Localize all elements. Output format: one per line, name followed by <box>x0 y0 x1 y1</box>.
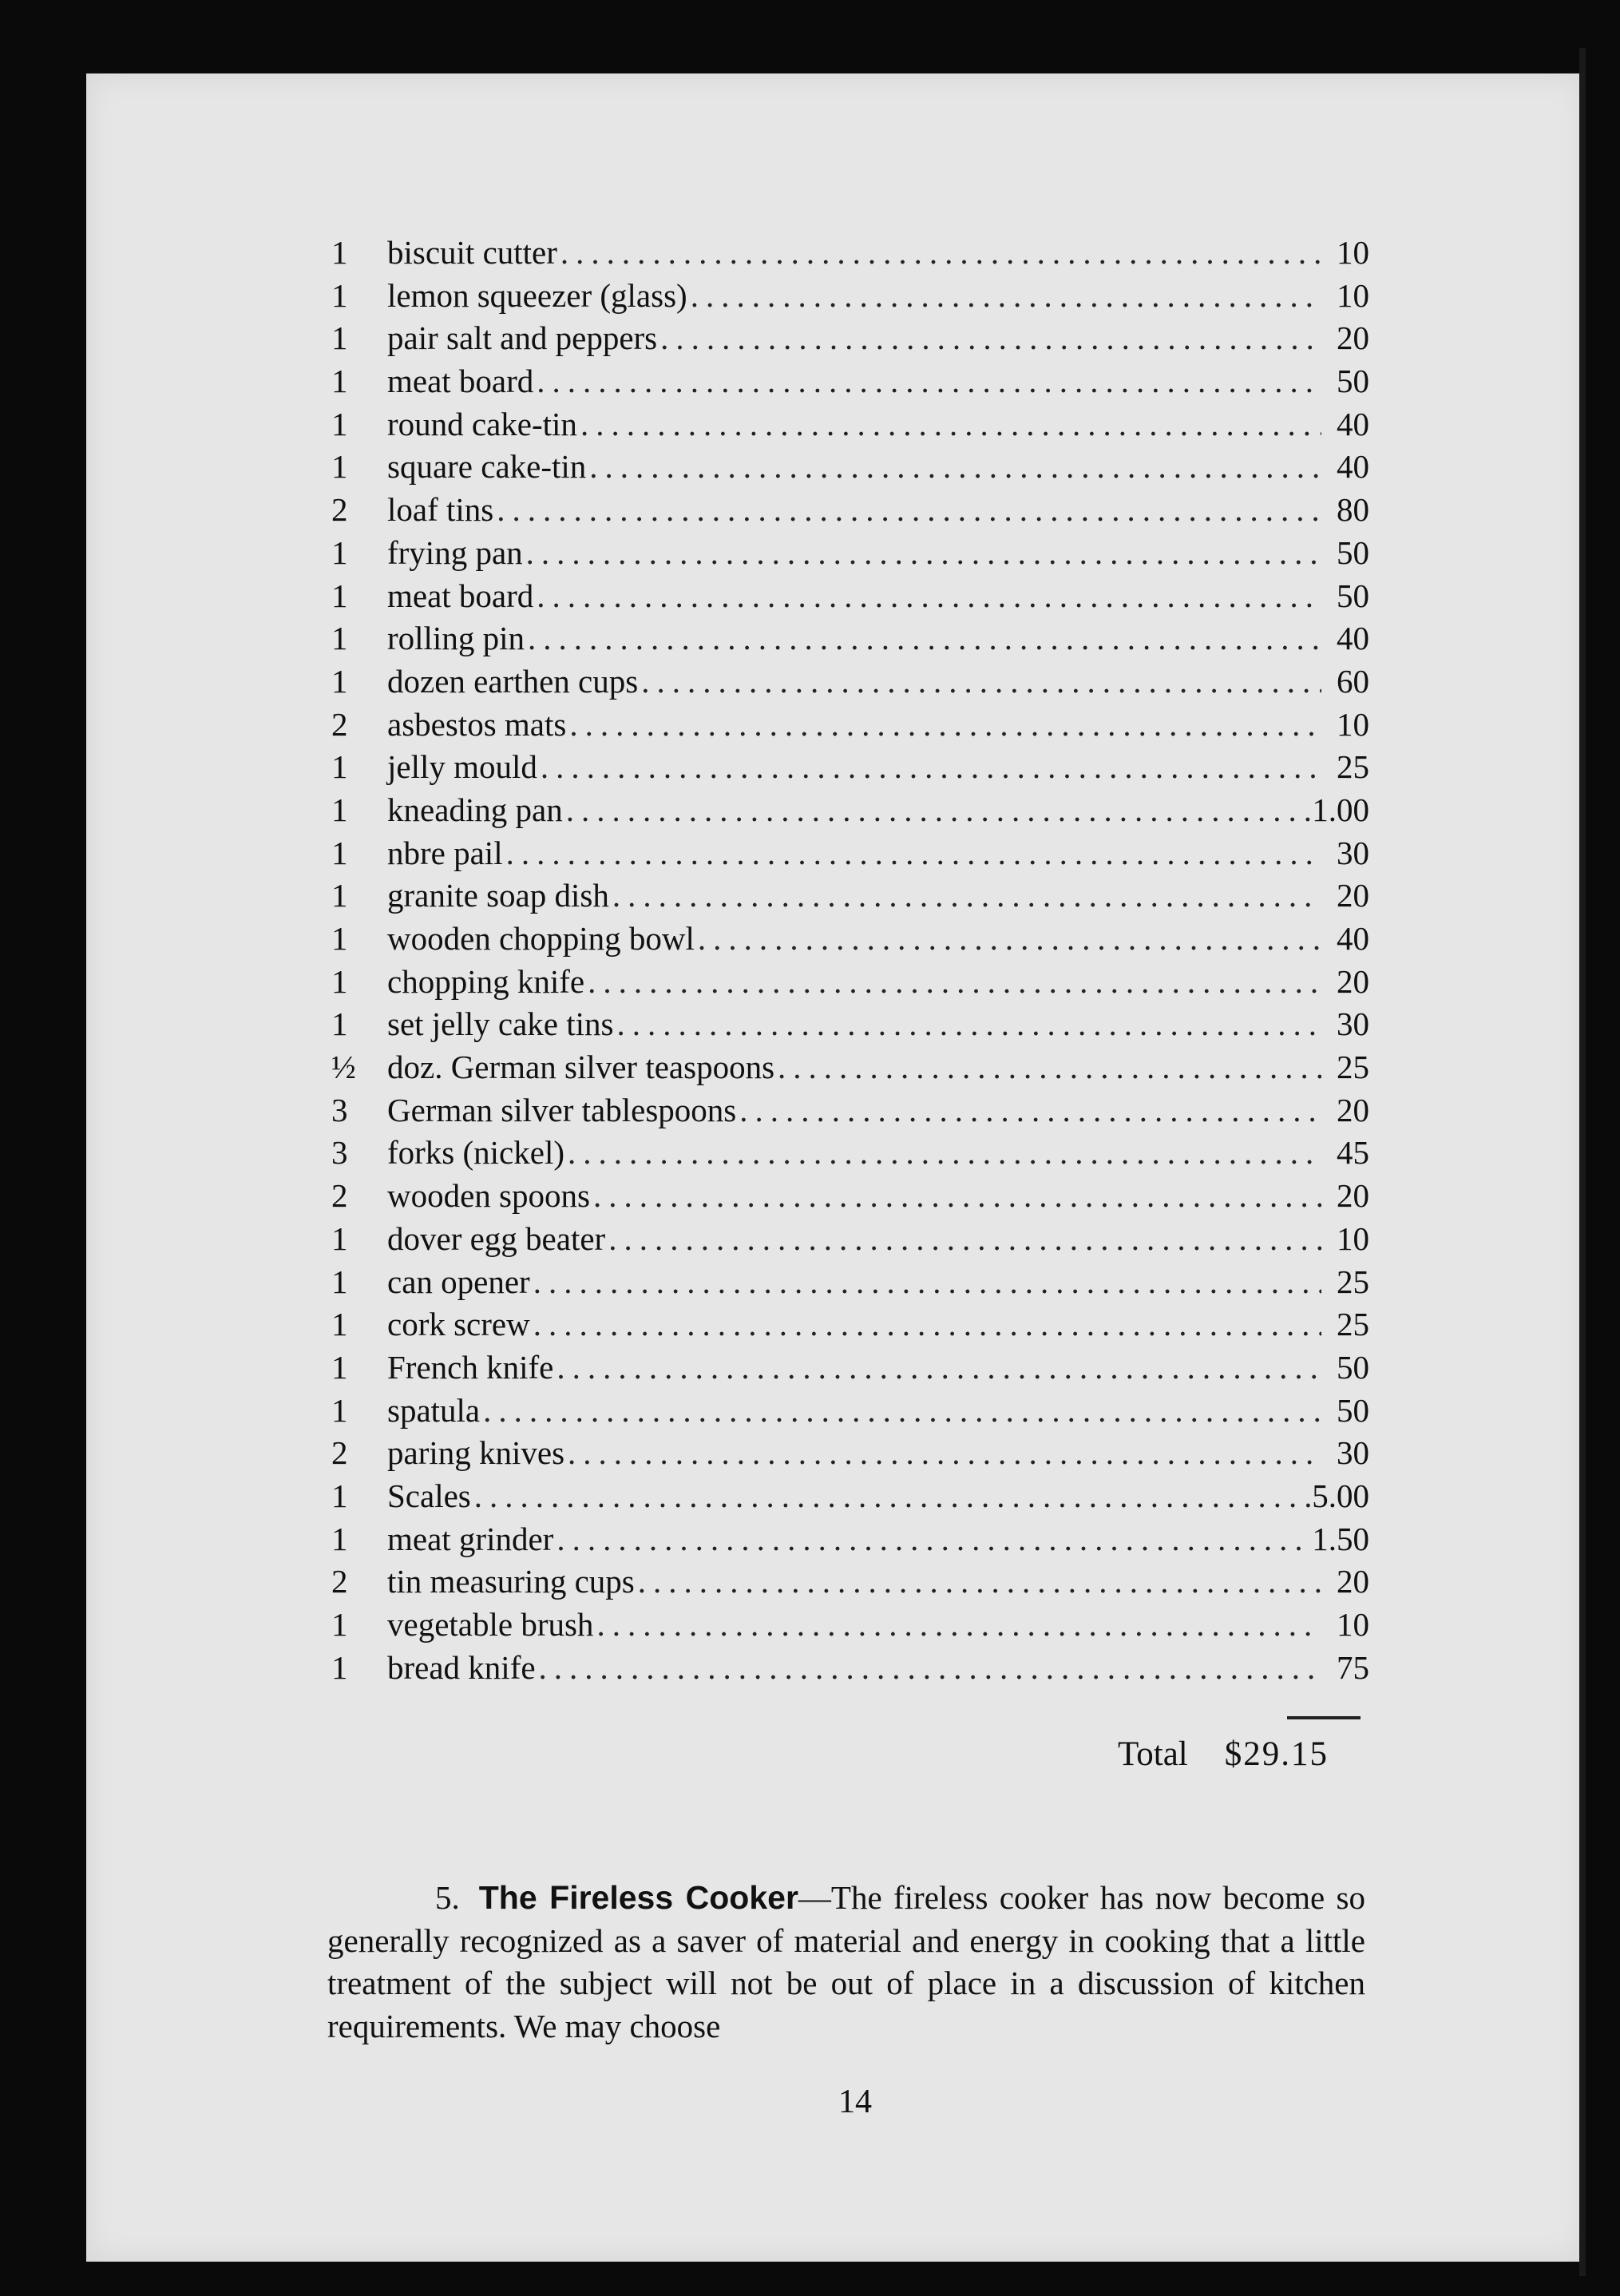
item-description: dover egg beater <box>387 1219 606 1257</box>
item-quantity: 1 <box>331 319 348 357</box>
list-item <box>331 1391 1369 1434</box>
leader-dots <box>596 1605 1321 1644</box>
item-quantity: 3 <box>331 1134 348 1172</box>
item-price: 45 <box>1337 1134 1369 1172</box>
list-item <box>331 662 1369 705</box>
leader-dots <box>569 705 1321 744</box>
item-price: 40 <box>1337 405 1369 442</box>
leader-dots <box>537 362 1321 400</box>
item-quantity: 1 <box>331 405 348 442</box>
leader-dots <box>506 834 1321 872</box>
item-quantity: 1 <box>331 1606 348 1643</box>
item-price: 10 <box>1337 1606 1369 1643</box>
section-heading: The Fireless Cooker <box>478 1879 798 1916</box>
list-item <box>331 747 1369 791</box>
item-price: 20 <box>1337 319 1369 357</box>
item-description: meat grinder <box>387 1520 554 1557</box>
item-quantity: 1 <box>331 662 348 700</box>
item-price: 50 <box>1337 363 1369 400</box>
item-price: 50 <box>1337 577 1369 614</box>
section-text: —The fireless cooker has now become so generally recognized as a saver of material and energy in cooking that a little treatment of the subject will not be out of place in a discussion of kitchen requirements. We may choose <box>327 1879 1365 2044</box>
item-description: set jelly cake tins <box>387 1005 614 1043</box>
leader-dots <box>778 1048 1321 1086</box>
item-description: dozen earthen cups <box>387 662 639 700</box>
item-description: doz. German silver teaspoons <box>387 1049 775 1086</box>
item-description: paring knives <box>387 1434 565 1472</box>
item-quantity: 1 <box>331 1520 348 1557</box>
total-label: Total <box>1118 1735 1188 1773</box>
item-quantity: 1 <box>331 1648 348 1686</box>
leader-dots <box>641 662 1321 700</box>
section-paragraph <box>327 1877 1365 2048</box>
item-description: cork screw <box>387 1306 530 1343</box>
item-price: 20 <box>1337 1091 1369 1128</box>
item-description: asbestos mats <box>387 705 567 743</box>
item-price: 50 <box>1337 1391 1369 1429</box>
leader-dots <box>533 1305 1321 1343</box>
item-quantity: 1 <box>331 748 348 786</box>
item-price: 25 <box>1337 1306 1369 1343</box>
item-description: Scales <box>387 1477 471 1514</box>
item-description: spatula <box>387 1391 481 1429</box>
item-price: 25 <box>1337 1049 1369 1086</box>
list-item <box>331 1005 1369 1048</box>
list-item <box>331 1605 1369 1648</box>
leader-dots <box>528 619 1321 657</box>
leader-dots <box>526 533 1321 572</box>
item-quantity: 1 <box>331 533 348 571</box>
leader-dots <box>557 1348 1321 1386</box>
leader-dots <box>589 447 1321 486</box>
leader-dots <box>739 1091 1321 1129</box>
item-description: granite soap dish <box>387 877 609 914</box>
list-item <box>331 490 1369 533</box>
item-description: forks (nickel) <box>387 1134 564 1172</box>
item-quantity: 1 <box>331 791 348 828</box>
item-description: rolling pin <box>387 620 525 657</box>
item-price: 30 <box>1337 834 1369 871</box>
item-description: tin measuring cups <box>387 1563 635 1600</box>
item-price: 80 <box>1337 491 1369 529</box>
item-quantity: 1 <box>331 234 348 271</box>
item-quantity: 1 <box>331 1263 348 1300</box>
item-price: 25 <box>1337 748 1369 786</box>
leader-dots <box>568 1434 1321 1472</box>
item-price: 60 <box>1337 662 1369 700</box>
item-price: 10 <box>1337 276 1369 314</box>
item-quantity: 2 <box>331 1434 348 1472</box>
leader-dots <box>593 1176 1321 1215</box>
item-description: round cake-tin <box>387 405 577 442</box>
item-price: 50 <box>1337 533 1369 571</box>
item-price: 20 <box>1337 877 1369 914</box>
list-item <box>331 876 1369 919</box>
leader-dots <box>612 876 1321 914</box>
item-quantity: 1 <box>331 276 348 314</box>
item-description: jelly mould <box>387 748 537 786</box>
item-description: kneading pan <box>387 791 563 828</box>
section-number: 5. <box>435 1879 460 1916</box>
leader-dots <box>474 1477 1313 1515</box>
list-item <box>331 1434 1369 1477</box>
list-item <box>331 1219 1369 1263</box>
list-item <box>331 276 1369 319</box>
item-description: chopping knife <box>387 962 585 1000</box>
page-binding-edge <box>1579 48 1586 2276</box>
item-description: vegetable brush <box>387 1606 594 1643</box>
item-description: wooden chopping bowl <box>387 920 695 957</box>
equipment-price-list <box>331 233 1369 1691</box>
item-description: nbre pail <box>387 834 503 871</box>
item-price: 10 <box>1337 705 1369 743</box>
item-price: 50 <box>1337 1348 1369 1386</box>
item-price: 30 <box>1337 1434 1369 1472</box>
item-description: bread knife <box>387 1648 536 1686</box>
item-quantity: 1 <box>331 920 348 957</box>
item-price: 75 <box>1337 1648 1369 1686</box>
leader-dots <box>588 962 1321 1001</box>
item-description: pair salt and peppers <box>387 319 658 357</box>
item-price: 20 <box>1337 1177 1369 1215</box>
item-price: 1.50 <box>1312 1520 1369 1557</box>
item-price: 20 <box>1337 1563 1369 1600</box>
leader-dots <box>691 276 1321 315</box>
total-line <box>1118 1735 1329 1774</box>
list-item <box>331 1348 1369 1391</box>
item-quantity: 2 <box>331 705 348 743</box>
item-description: French knife <box>387 1348 554 1386</box>
list-item <box>331 1263 1369 1306</box>
list-item <box>331 1520 1369 1563</box>
item-description: square cake-tin <box>387 448 587 486</box>
item-price: 40 <box>1337 920 1369 957</box>
list-item <box>331 834 1369 877</box>
list-item <box>331 1477 1369 1520</box>
item-quantity: 1 <box>331 1477 348 1514</box>
item-quantity: 1 <box>331 962 348 1000</box>
item-description: can opener <box>387 1263 530 1300</box>
list-item <box>331 1176 1369 1219</box>
leader-dots <box>497 490 1321 529</box>
list-item <box>331 1048 1369 1091</box>
item-quantity: 1 <box>331 834 348 871</box>
list-item <box>331 1562 1369 1605</box>
leader-dots <box>608 1219 1321 1258</box>
leader-dots <box>533 1263 1321 1301</box>
list-item <box>331 533 1369 577</box>
list-item <box>331 1091 1369 1134</box>
item-price: 5.00 <box>1312 1477 1369 1514</box>
leader-dots <box>566 791 1313 829</box>
leader-dots <box>541 747 1321 786</box>
leader-dots <box>660 319 1321 357</box>
item-price: 40 <box>1337 448 1369 486</box>
leader-dots <box>698 919 1321 958</box>
list-item <box>331 791 1369 834</box>
list-item <box>331 233 1369 276</box>
item-quantity: 1 <box>331 363 348 400</box>
item-quantity: 1 <box>331 1306 348 1343</box>
item-quantity: 1 <box>331 1348 348 1386</box>
item-quantity: 2 <box>331 1177 348 1215</box>
item-quantity: 2 <box>331 491 348 529</box>
item-price: 30 <box>1337 1005 1369 1043</box>
leader-dots <box>638 1562 1321 1600</box>
list-item <box>331 919 1369 962</box>
list-item <box>331 1648 1369 1691</box>
list-item <box>331 962 1369 1005</box>
list-item <box>331 577 1369 620</box>
leader-dots <box>557 1520 1312 1558</box>
item-quantity: 1 <box>331 1005 348 1043</box>
list-item <box>331 447 1369 490</box>
item-description: biscuit cutter <box>387 234 557 271</box>
list-item <box>331 319 1369 362</box>
item-description: frying pan <box>387 533 523 571</box>
item-quantity: 1 <box>331 877 348 914</box>
item-price: 10 <box>1337 1219 1369 1257</box>
leader-dots <box>617 1005 1322 1043</box>
list-item <box>331 405 1369 448</box>
leader-dots <box>580 405 1321 443</box>
item-description: German silver tablespoons <box>387 1091 737 1128</box>
item-quantity: ½ <box>331 1049 356 1086</box>
leader-dots <box>568 1133 1321 1172</box>
leader-dots <box>483 1391 1321 1430</box>
total-amount: $29.15 <box>1224 1735 1329 1773</box>
total-rule <box>1287 1716 1361 1719</box>
list-item <box>331 1305 1369 1348</box>
list-item <box>331 362 1369 405</box>
item-description: loaf tins <box>387 491 494 529</box>
leader-dots <box>537 577 1321 615</box>
item-price: 10 <box>1337 234 1369 271</box>
item-quantity: 1 <box>331 577 348 614</box>
leader-dots <box>560 233 1321 272</box>
item-quantity: 1 <box>331 1219 348 1257</box>
item-description: wooden spoons <box>387 1177 590 1215</box>
item-price: 20 <box>1337 962 1369 1000</box>
list-item <box>331 705 1369 748</box>
item-description: lemon squeezer (glass) <box>387 276 687 314</box>
item-price: 40 <box>1337 620 1369 657</box>
item-quantity: 2 <box>331 1563 348 1600</box>
item-price: 1.00 <box>1312 791 1369 828</box>
list-item <box>331 1133 1369 1176</box>
item-description: meat board <box>387 577 534 614</box>
page-number: 14 <box>838 2084 872 2120</box>
leader-dots <box>539 1648 1321 1687</box>
item-quantity: 1 <box>331 1391 348 1429</box>
item-price: 25 <box>1337 1263 1369 1300</box>
list-item <box>331 619 1369 662</box>
item-quantity: 1 <box>331 620 348 657</box>
item-quantity: 1 <box>331 448 348 486</box>
item-description: meat board <box>387 363 534 400</box>
item-quantity: 3 <box>331 1091 348 1128</box>
